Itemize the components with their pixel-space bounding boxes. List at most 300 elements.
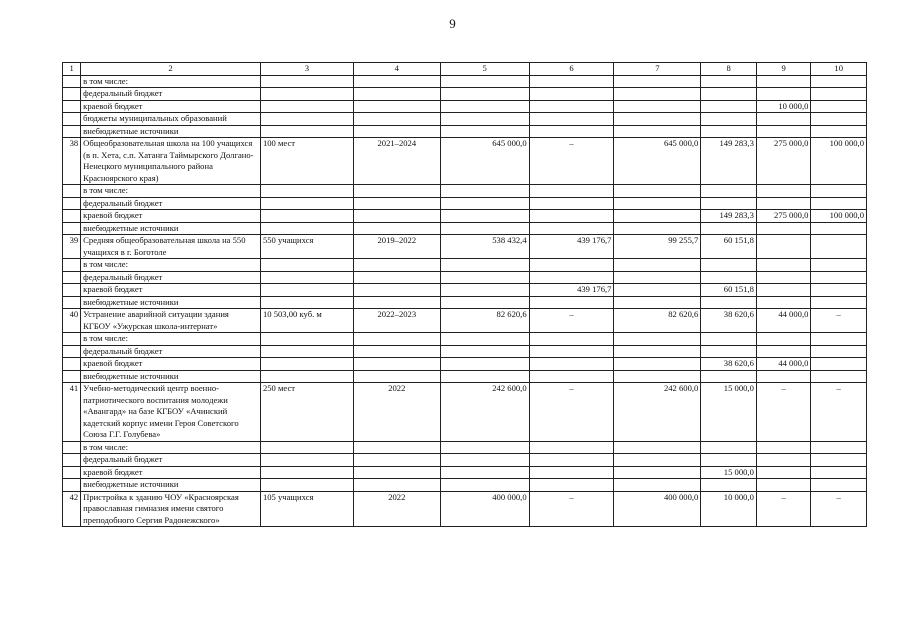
- capacity-cell: [260, 358, 353, 371]
- remaining-cost-cell: [614, 197, 701, 210]
- period-cell: 2021–2024: [353, 138, 440, 185]
- year3-cell: [811, 113, 867, 126]
- period-cell: [353, 197, 440, 210]
- item-name-cell: в том числе:: [81, 441, 261, 454]
- row-number-cell: [63, 259, 81, 272]
- year2-cell: [756, 271, 811, 284]
- row-number-cell: [63, 345, 81, 358]
- remaining-cost-cell: [614, 358, 701, 371]
- year3-cell: [811, 479, 867, 492]
- cost-total-cell: [440, 259, 529, 272]
- header-cell: 10: [811, 63, 867, 76]
- item-name-cell: краевой бюджет: [81, 284, 261, 297]
- table-row: [63, 210, 867, 223]
- item-name-cell: федеральный бюджет: [81, 454, 261, 467]
- year1-cell: 149 283,3: [701, 210, 757, 223]
- period-cell: [353, 284, 440, 297]
- cost-total-cell: [440, 75, 529, 88]
- funded-before-cell: [529, 345, 614, 358]
- header-cell: 4: [353, 63, 440, 76]
- remaining-cost-cell: 242 600,0: [614, 383, 701, 442]
- year2-cell: –: [756, 383, 811, 442]
- remaining-cost-cell: [614, 441, 701, 454]
- year3-cell: [811, 454, 867, 467]
- item-name-cell: внебюджетные источники: [81, 222, 261, 235]
- year1-cell: 15 000,0: [701, 383, 757, 442]
- funded-before-cell: 439 176,7: [529, 284, 614, 297]
- period-cell: [353, 75, 440, 88]
- item-name-cell: в том числе:: [81, 259, 261, 272]
- year2-cell: [756, 75, 811, 88]
- row-number-cell: [63, 113, 81, 126]
- capacity-cell: [260, 284, 353, 297]
- funded-before-cell: [529, 113, 614, 126]
- item-name-cell: внебюджетные источники: [81, 370, 261, 383]
- row-number-cell: [63, 125, 81, 138]
- cost-total-cell: 242 600,0: [440, 383, 529, 442]
- item-name-cell: внебюджетные источники: [81, 296, 261, 309]
- year1-cell: [701, 75, 757, 88]
- capacity-cell: [260, 75, 353, 88]
- year2-cell: [756, 222, 811, 235]
- year1-cell: [701, 185, 757, 198]
- year1-cell: 60 151,8: [701, 284, 757, 297]
- funded-before-cell: –: [529, 138, 614, 185]
- year3-cell: [811, 88, 867, 101]
- cost-total-cell: [440, 345, 529, 358]
- table-row: [63, 235, 867, 259]
- remaining-cost-cell: [614, 284, 701, 297]
- row-number-cell: [63, 358, 81, 371]
- year2-cell: 275 000,0: [756, 138, 811, 185]
- year1-cell: [701, 370, 757, 383]
- year2-cell: [756, 125, 811, 138]
- remaining-cost-cell: [614, 222, 701, 235]
- year2-cell: [756, 296, 811, 309]
- capacity-cell: [260, 259, 353, 272]
- year1-cell: [701, 454, 757, 467]
- table-row: [63, 100, 867, 113]
- table-row: [63, 309, 867, 333]
- remaining-cost-cell: [614, 125, 701, 138]
- period-cell: [353, 466, 440, 479]
- period-cell: 2022: [353, 491, 440, 527]
- funded-before-cell: –: [529, 491, 614, 527]
- period-cell: [353, 296, 440, 309]
- header-cell: 2: [81, 63, 261, 76]
- funded-before-cell: [529, 222, 614, 235]
- capacity-cell: [260, 479, 353, 492]
- capacity-cell: 550 учащихся: [260, 235, 353, 259]
- year1-cell: [701, 345, 757, 358]
- period-cell: [353, 479, 440, 492]
- year3-cell: [811, 100, 867, 113]
- year2-cell: [756, 466, 811, 479]
- year1-cell: 38 620,6: [701, 309, 757, 333]
- capacity-cell: [260, 222, 353, 235]
- capacity-cell: [260, 466, 353, 479]
- period-cell: [353, 88, 440, 101]
- year2-cell: [756, 235, 811, 259]
- funded-before-cell: [529, 296, 614, 309]
- year2-cell: [756, 479, 811, 492]
- cost-total-cell: [440, 100, 529, 113]
- header-cell: 7: [614, 63, 701, 76]
- capacity-cell: 250 мест: [260, 383, 353, 442]
- cost-total-cell: [440, 466, 529, 479]
- row-number-cell: 40: [63, 309, 81, 333]
- row-number-cell: [63, 370, 81, 383]
- header-row: [63, 63, 867, 76]
- year3-cell: [811, 345, 867, 358]
- cost-total-cell: 538 432,4: [440, 235, 529, 259]
- period-cell: [353, 370, 440, 383]
- remaining-cost-cell: [614, 370, 701, 383]
- capacity-cell: [260, 125, 353, 138]
- header-cell: 8: [701, 63, 757, 76]
- capacity-cell: [260, 370, 353, 383]
- period-cell: 2022–2023: [353, 309, 440, 333]
- item-name-cell: в том числе:: [81, 185, 261, 198]
- remaining-cost-cell: 645 000,0: [614, 138, 701, 185]
- period-cell: [353, 333, 440, 346]
- period-cell: [353, 222, 440, 235]
- funded-before-cell: [529, 271, 614, 284]
- cost-total-cell: [440, 479, 529, 492]
- header-cell: 9: [756, 63, 811, 76]
- funded-before-cell: [529, 88, 614, 101]
- year3-cell: [811, 185, 867, 198]
- item-name-cell: в том числе:: [81, 333, 261, 346]
- period-cell: [353, 185, 440, 198]
- table-row: [63, 454, 867, 467]
- row-number-cell: [63, 271, 81, 284]
- header-cell: 1: [63, 63, 81, 76]
- capacity-cell: [260, 88, 353, 101]
- table-row: [63, 113, 867, 126]
- year3-cell: [811, 271, 867, 284]
- year3-cell: [811, 441, 867, 454]
- item-name-cell: краевой бюджет: [81, 100, 261, 113]
- row-number-cell: [63, 441, 81, 454]
- year1-cell: [701, 88, 757, 101]
- remaining-cost-cell: [614, 296, 701, 309]
- period-cell: [353, 441, 440, 454]
- funded-before-cell: –: [529, 309, 614, 333]
- budget-table: [62, 62, 867, 527]
- remaining-cost-cell: [614, 88, 701, 101]
- year3-cell: [811, 370, 867, 383]
- funded-before-cell: [529, 454, 614, 467]
- year2-cell: 275 000,0: [756, 210, 811, 223]
- year3-cell: [811, 197, 867, 210]
- cost-total-cell: [440, 333, 529, 346]
- capacity-cell: [260, 333, 353, 346]
- table-row: [63, 75, 867, 88]
- year2-cell: [756, 259, 811, 272]
- row-number-cell: [63, 454, 81, 467]
- year1-cell: [701, 333, 757, 346]
- item-name-cell: краевой бюджет: [81, 358, 261, 371]
- year2-cell: [756, 441, 811, 454]
- year3-cell: 100 000,0: [811, 210, 867, 223]
- year3-cell: [811, 222, 867, 235]
- table-row: [63, 197, 867, 210]
- item-name-cell: федеральный бюджет: [81, 88, 261, 101]
- item-name-cell: федеральный бюджет: [81, 197, 261, 210]
- funded-before-cell: [529, 197, 614, 210]
- capacity-cell: [260, 454, 353, 467]
- row-number-cell: [63, 88, 81, 101]
- cost-total-cell: 82 620,6: [440, 309, 529, 333]
- item-name-cell: Пристройка к зданию ЧОУ «Красноярская православная гимназия имени святого преподобного Сергия Радонежского»: [81, 491, 261, 527]
- year1-cell: 60 151,8: [701, 235, 757, 259]
- year3-cell: –: [811, 491, 867, 527]
- period-cell: [353, 113, 440, 126]
- remaining-cost-cell: [614, 259, 701, 272]
- cost-total-cell: [440, 358, 529, 371]
- year2-cell: 10 000,0: [756, 100, 811, 113]
- item-name-cell: Учебно-методический центр военно-патриотического воспитания молодежи «Авангард» на базе КГБОУ «Ачинский кадетский корпус имени Героя Советского Союза Г.Г. Голубева»: [81, 383, 261, 442]
- year2-cell: [756, 284, 811, 297]
- remaining-cost-cell: [614, 100, 701, 113]
- table-row: [63, 185, 867, 198]
- row-number-cell: [63, 296, 81, 309]
- period-cell: [353, 358, 440, 371]
- year2-cell: [756, 333, 811, 346]
- funded-before-cell: [529, 441, 614, 454]
- year3-cell: [811, 125, 867, 138]
- funded-before-cell: [529, 210, 614, 223]
- funded-before-cell: 439 176,7: [529, 235, 614, 259]
- year1-cell: [701, 271, 757, 284]
- capacity-cell: 100 мест: [260, 138, 353, 185]
- funded-before-cell: [529, 125, 614, 138]
- header-cell: 5: [440, 63, 529, 76]
- row-number-cell: 41: [63, 383, 81, 442]
- cost-total-cell: [440, 441, 529, 454]
- remaining-cost-cell: [614, 113, 701, 126]
- year1-cell: 149 283,3: [701, 138, 757, 185]
- row-number-cell: 39: [63, 235, 81, 259]
- remaining-cost-cell: [614, 454, 701, 467]
- year3-cell: 100 000,0: [811, 138, 867, 185]
- page-number: 9: [449, 16, 456, 31]
- year2-cell: [756, 370, 811, 383]
- item-name-cell: Средняя общеобразовательная школа на 550 учащихся в г. Боготоле: [81, 235, 261, 259]
- year1-cell: [701, 259, 757, 272]
- capacity-cell: 105 учащихся: [260, 491, 353, 527]
- table-row: [63, 284, 867, 297]
- item-name-cell: краевой бюджет: [81, 210, 261, 223]
- year1-cell: 15 000,0: [701, 466, 757, 479]
- remaining-cost-cell: 82 620,6: [614, 309, 701, 333]
- year1-cell: [701, 222, 757, 235]
- capacity-cell: [260, 441, 353, 454]
- row-number-cell: [63, 75, 81, 88]
- item-name-cell: федеральный бюджет: [81, 271, 261, 284]
- year3-cell: [811, 259, 867, 272]
- capacity-cell: [260, 185, 353, 198]
- year2-cell: [756, 88, 811, 101]
- header-cell: 3: [260, 63, 353, 76]
- cost-total-cell: [440, 370, 529, 383]
- row-number-cell: 42: [63, 491, 81, 527]
- cost-total-cell: [440, 271, 529, 284]
- funded-before-cell: [529, 479, 614, 492]
- remaining-cost-cell: [614, 466, 701, 479]
- row-number-cell: [63, 284, 81, 297]
- remaining-cost-cell: [614, 75, 701, 88]
- remaining-cost-cell: [614, 333, 701, 346]
- funded-before-cell: [529, 259, 614, 272]
- cost-total-cell: [440, 296, 529, 309]
- row-number-cell: 38: [63, 138, 81, 185]
- period-cell: [353, 100, 440, 113]
- table-body: [63, 63, 867, 527]
- remaining-cost-cell: [614, 271, 701, 284]
- capacity-cell: [260, 271, 353, 284]
- cost-total-cell: [440, 125, 529, 138]
- funded-before-cell: [529, 358, 614, 371]
- row-number-cell: [63, 185, 81, 198]
- year1-cell: [701, 197, 757, 210]
- funded-before-cell: [529, 75, 614, 88]
- year1-cell: 38 620,6: [701, 358, 757, 371]
- row-number-cell: [63, 222, 81, 235]
- year2-cell: [756, 197, 811, 210]
- item-name-cell: федеральный бюджет: [81, 345, 261, 358]
- funded-before-cell: –: [529, 383, 614, 442]
- table-row: [63, 296, 867, 309]
- cost-total-cell: [440, 454, 529, 467]
- table-row: [63, 222, 867, 235]
- year3-cell: [811, 284, 867, 297]
- year1-cell: [701, 296, 757, 309]
- table-row: [63, 370, 867, 383]
- year2-cell: [756, 454, 811, 467]
- item-name-cell: внебюджетные источники: [81, 125, 261, 138]
- year3-cell: –: [811, 383, 867, 442]
- year3-cell: [811, 333, 867, 346]
- cost-total-cell: 400 000,0: [440, 491, 529, 527]
- year2-cell: 44 000,0: [756, 358, 811, 371]
- row-number-cell: [63, 210, 81, 223]
- funded-before-cell: [529, 100, 614, 113]
- year3-cell: [811, 358, 867, 371]
- period-cell: [353, 454, 440, 467]
- period-cell: 2022: [353, 383, 440, 442]
- table-row: [63, 259, 867, 272]
- year3-cell: [811, 75, 867, 88]
- year2-cell: [756, 345, 811, 358]
- year3-cell: [811, 235, 867, 259]
- table-row: [63, 125, 867, 138]
- cost-total-cell: [440, 113, 529, 126]
- table-row: [63, 441, 867, 454]
- cost-total-cell: [440, 185, 529, 198]
- item-name-cell: в том числе:: [81, 75, 261, 88]
- capacity-cell: [260, 197, 353, 210]
- capacity-cell: [260, 210, 353, 223]
- item-name-cell: краевой бюджет: [81, 466, 261, 479]
- remaining-cost-cell: [614, 210, 701, 223]
- year3-cell: [811, 296, 867, 309]
- year1-cell: [701, 125, 757, 138]
- remaining-cost-cell: [614, 185, 701, 198]
- remaining-cost-cell: [614, 345, 701, 358]
- item-name-cell: бюджеты муниципальных образований: [81, 113, 261, 126]
- cost-total-cell: [440, 222, 529, 235]
- year1-cell: [701, 441, 757, 454]
- cost-total-cell: [440, 210, 529, 223]
- cost-total-cell: [440, 197, 529, 210]
- cost-total-cell: [440, 284, 529, 297]
- item-name-cell: Общеобразовательная школа на 100 учащихся (в п. Хета, с.п. Хатанга Таймырского Долгано-Ненецкого муниципального района Красноярского края): [81, 138, 261, 185]
- year1-cell: [701, 100, 757, 113]
- table-row: [63, 466, 867, 479]
- table-row: [63, 491, 867, 527]
- cost-total-cell: 645 000,0: [440, 138, 529, 185]
- funded-before-cell: [529, 466, 614, 479]
- row-number-cell: [63, 479, 81, 492]
- item-name-cell: Устранение аварийной ситуации здания КГБОУ «Ужурская школа-интернат»: [81, 309, 261, 333]
- table-row: [63, 479, 867, 492]
- period-cell: [353, 125, 440, 138]
- period-cell: [353, 210, 440, 223]
- period-cell: [353, 271, 440, 284]
- capacity-cell: [260, 296, 353, 309]
- period-cell: [353, 345, 440, 358]
- table-row: [63, 358, 867, 371]
- funded-before-cell: [529, 185, 614, 198]
- year1-cell: [701, 113, 757, 126]
- table-row: [63, 383, 867, 442]
- year1-cell: 10 000,0: [701, 491, 757, 527]
- year2-cell: –: [756, 491, 811, 527]
- year2-cell: [756, 113, 811, 126]
- table-row: [63, 88, 867, 101]
- remaining-cost-cell: 400 000,0: [614, 491, 701, 527]
- table-row: [63, 345, 867, 358]
- capacity-cell: [260, 100, 353, 113]
- year2-cell: 44 000,0: [756, 309, 811, 333]
- period-cell: 2019–2022: [353, 235, 440, 259]
- capacity-cell: 10 503,00 куб. м: [260, 309, 353, 333]
- table-row: [63, 333, 867, 346]
- year1-cell: [701, 479, 757, 492]
- row-number-cell: [63, 197, 81, 210]
- table-row: [63, 138, 867, 185]
- row-number-cell: [63, 100, 81, 113]
- remaining-cost-cell: [614, 479, 701, 492]
- year2-cell: [756, 185, 811, 198]
- row-number-cell: [63, 466, 81, 479]
- capacity-cell: [260, 113, 353, 126]
- funded-before-cell: [529, 370, 614, 383]
- capacity-cell: [260, 345, 353, 358]
- funded-before-cell: [529, 333, 614, 346]
- row-number-cell: [63, 333, 81, 346]
- item-name-cell: внебюджетные источники: [81, 479, 261, 492]
- year3-cell: –: [811, 309, 867, 333]
- year3-cell: [811, 466, 867, 479]
- header-cell: 6: [529, 63, 614, 76]
- cost-total-cell: [440, 88, 529, 101]
- period-cell: [353, 259, 440, 272]
- table-row: [63, 271, 867, 284]
- remaining-cost-cell: 99 255,7: [614, 235, 701, 259]
